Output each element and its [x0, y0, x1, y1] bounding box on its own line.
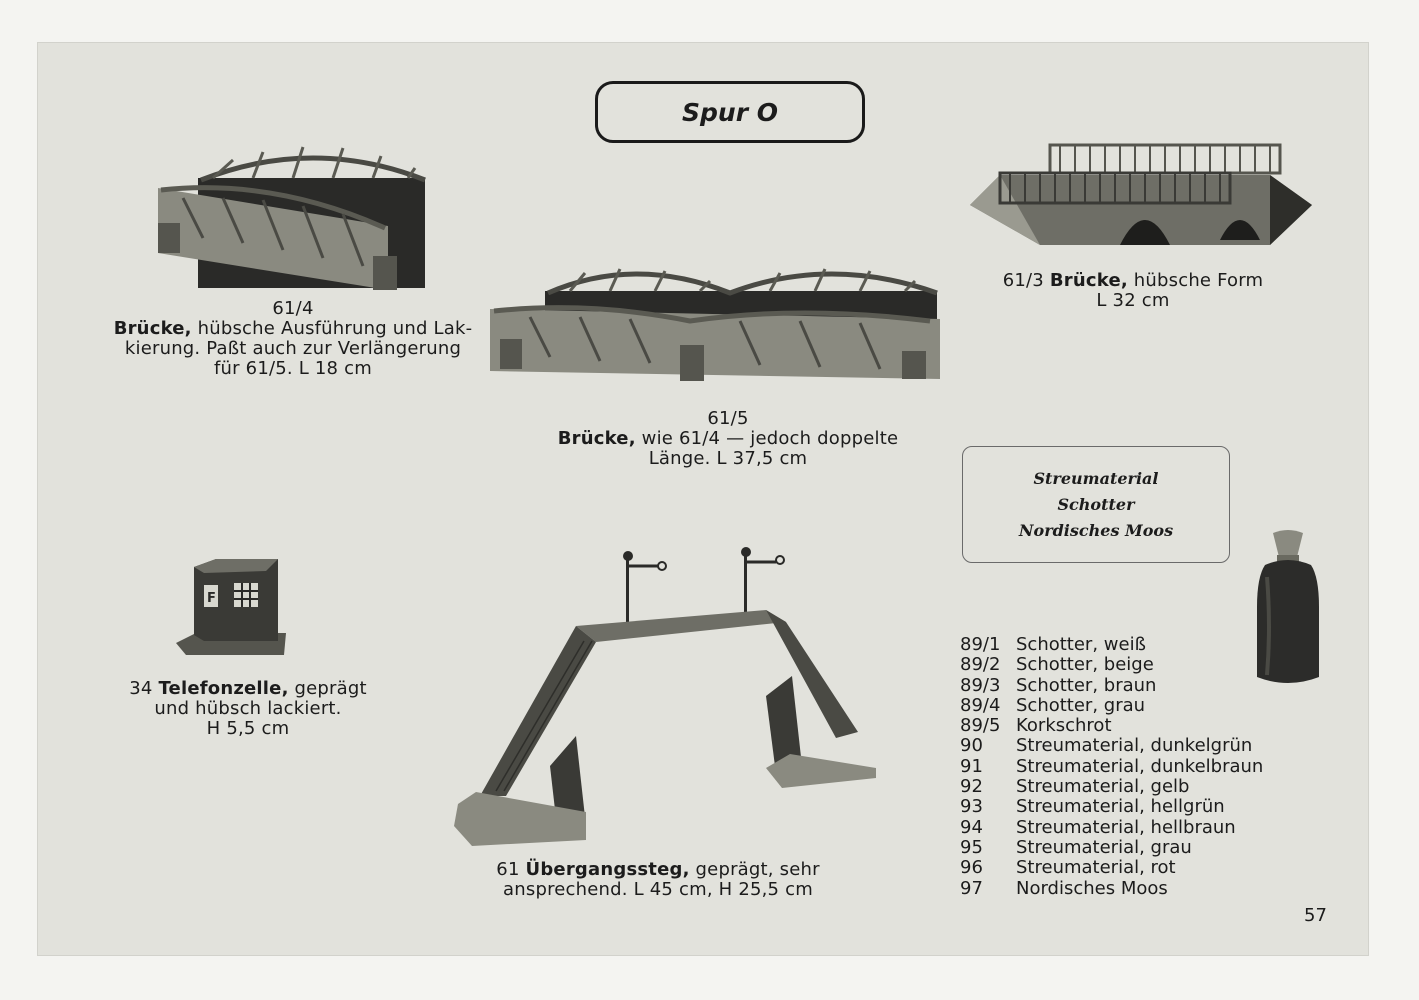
footbridge-caption: [478, 860, 838, 900]
streu-line: Streumaterial: [1033, 468, 1159, 488]
item-desc: und hübsch lackiert.: [154, 698, 342, 719]
bridge-61-3-image: [970, 115, 1312, 247]
phone-booth-caption: [98, 679, 398, 739]
streu-line: Schotter: [1057, 494, 1135, 514]
list-item-number: 89/3: [960, 674, 1001, 696]
item-desc: kierung. Paßt auch zur Verlängerung: [124, 338, 462, 359]
item-desc: ansprechend. L 45 cm, H 25,5 cm: [503, 879, 813, 900]
list-item: [960, 818, 1263, 838]
item-desc: wie 61/4 — jedoch doppelte: [635, 428, 899, 449]
item-desc: für 61/5. L 18 cm: [214, 358, 372, 379]
list-item: [960, 777, 1263, 797]
list-item-label: Schotter, beige: [1016, 654, 1154, 676]
item-desc: hübsche Form: [1127, 270, 1264, 291]
list-item-number: 89/2: [960, 654, 1001, 676]
list-item-number: 89/1: [960, 634, 1001, 655]
item-number: 34: [129, 678, 159, 699]
list-item-number: 94: [960, 816, 983, 838]
footbridge-image: [446, 546, 878, 850]
list-item-label: Schotter, grau: [1016, 694, 1146, 716]
page-number: 57: [1304, 905, 1327, 926]
list-item-number: 90: [960, 735, 983, 757]
item-desc: hübsche Ausführung und Lak-: [191, 318, 473, 339]
bridge-61-4-caption: [108, 299, 478, 379]
list-item-label: Streumaterial, dunkelgrün: [1016, 735, 1253, 757]
streumaterial-box: [962, 446, 1230, 563]
list-item-number: 92: [960, 776, 983, 798]
list-item: [960, 716, 1263, 736]
list-item-label: Korkschrot: [1016, 715, 1112, 737]
list-item: [960, 797, 1263, 817]
list-item-label: Streumaterial, rot: [1016, 857, 1176, 879]
list-item-label: Streumaterial, gelb: [1016, 776, 1190, 798]
list-item-label: Streumaterial, dunkelbraun: [1016, 755, 1264, 777]
list-item: [960, 858, 1263, 878]
list-item: [960, 655, 1263, 675]
item-desc: geprägt, sehr: [689, 859, 820, 880]
svg-text:F: F: [207, 591, 216, 606]
list-item-number: 91: [960, 755, 983, 777]
list-item: [960, 676, 1263, 696]
list-item-number: 96: [960, 857, 983, 879]
list-item-label: Nordisches Moos: [1016, 877, 1168, 899]
list-item: [960, 635, 1263, 655]
bridge-61-4-image: [153, 138, 433, 293]
page-title: Spur O: [595, 81, 865, 143]
list-item-number: 97: [960, 877, 983, 899]
list-item-label: Schotter, weiß: [1016, 634, 1146, 655]
item-number: 61: [496, 859, 526, 880]
list-item-number: 95: [960, 836, 983, 858]
list-item-label: Streumaterial, hellgrün: [1016, 796, 1225, 818]
list-item-number: 93: [960, 796, 983, 818]
item-desc: H 5,5 cm: [206, 718, 290, 739]
item-name: Übergangssteg,: [525, 859, 690, 880]
bridge-61-5-image: [490, 261, 942, 383]
material-list: [960, 635, 1263, 899]
item-name: Brücke,: [113, 318, 192, 339]
item-desc: Länge. L 37,5 cm: [648, 448, 808, 469]
item-name: Brücke,: [557, 428, 636, 449]
phone-booth-image: [176, 555, 286, 659]
list-item-number: 89/4: [960, 694, 1001, 716]
bridge-61-3-caption: [983, 271, 1283, 311]
list-item-number: 89/5: [960, 715, 1001, 737]
material-bag-image: [1253, 527, 1323, 689]
catalog-page: [37, 42, 1369, 956]
item-desc: L 32 cm: [1096, 290, 1170, 311]
item-number: 61/3: [1002, 270, 1050, 291]
bridge-61-5-caption: [528, 409, 928, 469]
item-number: 61/4: [272, 298, 314, 319]
list-item-label: Streumaterial, grau: [1016, 836, 1192, 858]
item-name: Telefonzelle,: [158, 678, 289, 699]
list-item: [960, 696, 1263, 716]
list-item: [960, 879, 1263, 899]
item-name: Brücke,: [1049, 270, 1128, 291]
list-item-label: Streumaterial, hellbraun: [1016, 816, 1236, 838]
streu-line: Nordisches Moos: [1018, 520, 1174, 540]
item-number: 61/5: [707, 408, 749, 429]
item-desc: geprägt: [288, 678, 367, 699]
list-item: [960, 736, 1263, 756]
list-item: [960, 757, 1263, 777]
list-item-label: Schotter, braun: [1016, 674, 1157, 696]
list-item: [960, 838, 1263, 858]
